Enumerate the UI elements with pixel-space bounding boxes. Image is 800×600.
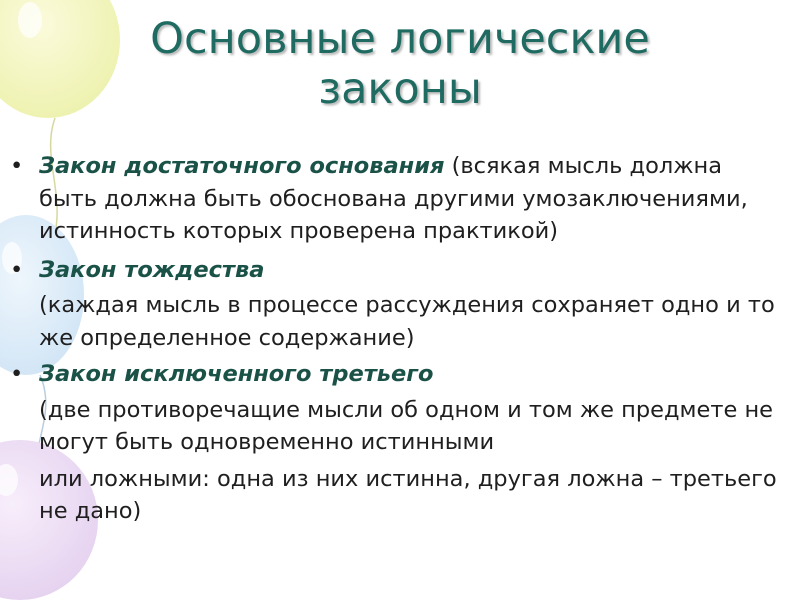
list-item-identity [0,254,780,287]
law-name: Закон исключенного третьего [39,361,434,387]
bullet-list [0,150,780,528]
list-item-sufficient-reason [0,150,780,248]
slide-title [60,14,740,114]
law-description: (всякая мысль должна быть должна быть обоснована другими умозаключениями, истинность которых проверена практикой) [39,153,748,244]
law-name: Закон тождества [39,256,265,283]
law-description-continued: или ложными: одна из них истинна, другая ложна – третьего не дано) [39,465,777,524]
law-description: (две противоречащие мысли об одном и том же предмете не могут быть одновременно истинными [39,396,774,455]
title-line-1: Основные логические [150,14,650,64]
title-line-2: законы [318,64,482,114]
bullet-icon: • [10,256,24,283]
law-name: Закон достаточного основания [39,153,445,179]
law-description: (каждая мысль в процессе рассуждения сохраняет одно и то же определенное содержание) [39,292,775,351]
bullet-icon: • [10,153,24,179]
list-item-excluded-middle [0,358,780,391]
bullet-icon: • [10,361,24,387]
